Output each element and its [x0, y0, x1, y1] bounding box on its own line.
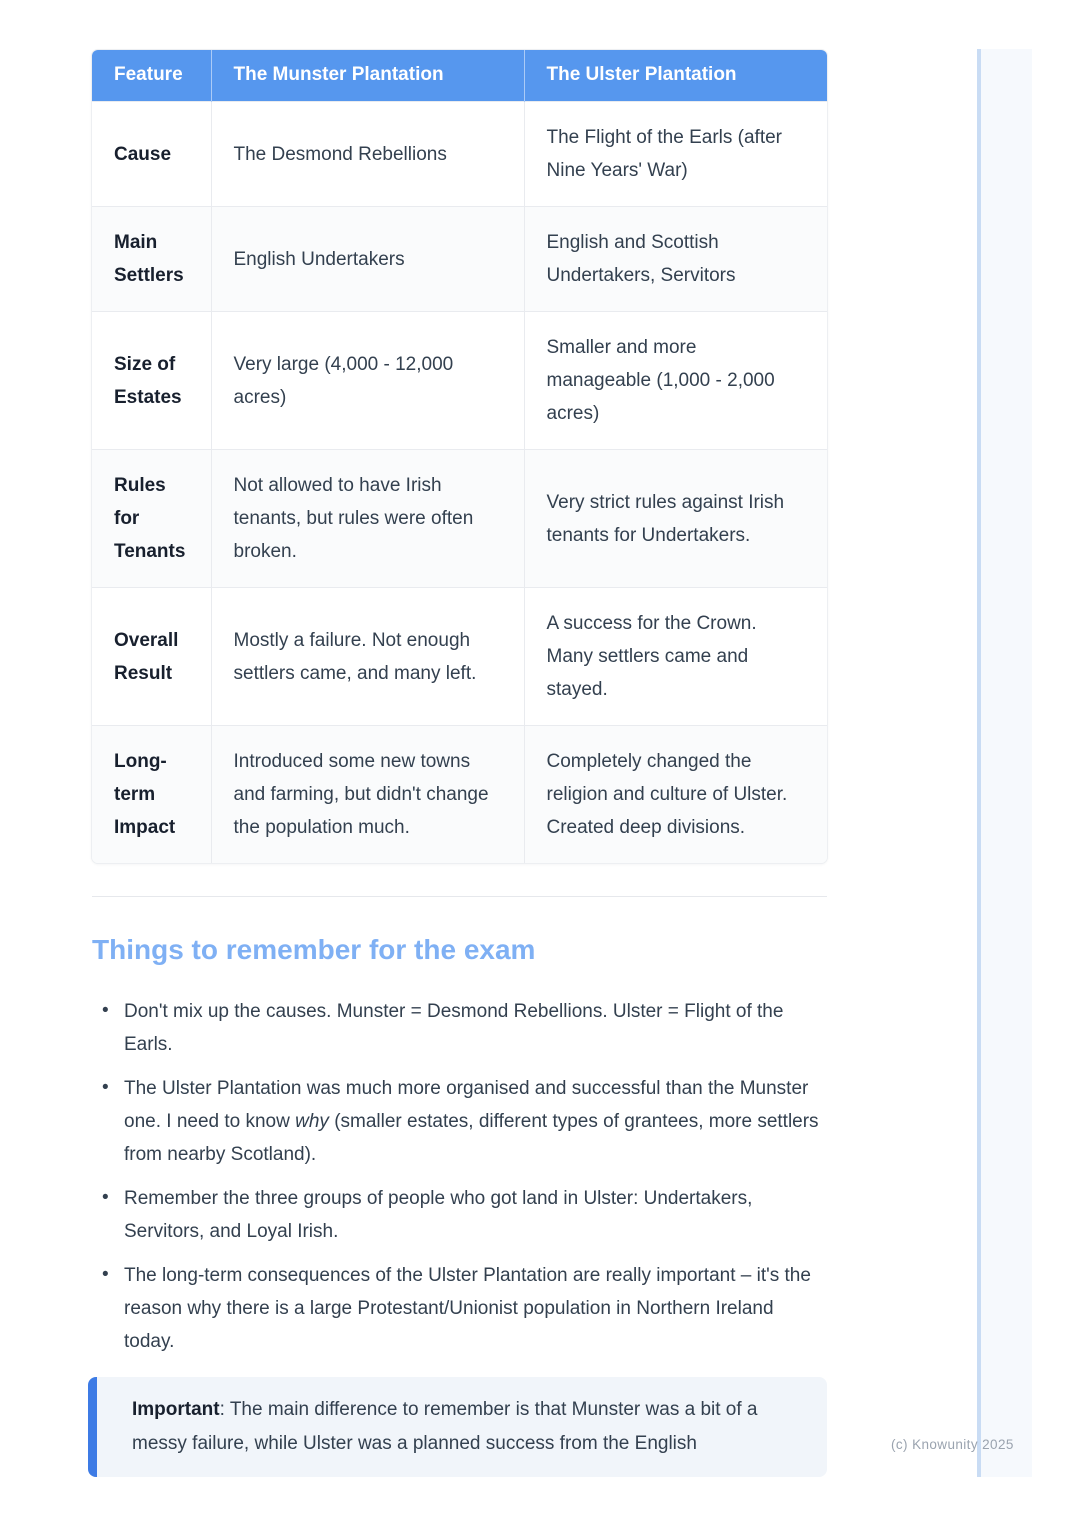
- bullet-italic-text: why: [295, 1111, 329, 1132]
- feature-label-cell: Cause: [92, 102, 211, 207]
- ulster-value-cell: A success for the Crown. Many settlers came and stayed.: [524, 588, 827, 726]
- munster-value-cell: Very large (4,000 - 12,000 acres): [211, 312, 524, 450]
- copyright-watermark: (c) Knowunity 2025: [891, 1437, 1014, 1452]
- list-item: [92, 1182, 827, 1248]
- munster-value-cell: English Undertakers: [211, 207, 524, 312]
- plantation-comparison-table: [92, 50, 827, 863]
- feature-label-cell: Size of Estates: [92, 312, 211, 450]
- feature-label-cell: Overall Result: [92, 588, 211, 726]
- munster-value-cell: Introduced some new towns and farming, but didn't change the population much.: [211, 726, 524, 864]
- bullet-text-after: (smaller estates, different types of grantees, more settlers from nearby Scotland).: [124, 1111, 819, 1165]
- munster-value-cell: Mostly a failure. Not enough settlers came, and many left.: [211, 588, 524, 726]
- table-row: [92, 207, 827, 312]
- column-header-feature: Feature: [92, 50, 211, 102]
- table-row: [92, 102, 827, 207]
- feature-label-cell: Rules for Tenants: [92, 450, 211, 588]
- callout-text: : The main difference to remember is that Munster was a bit of a messy failure, while Ulster was a planned success from the English: [132, 1399, 758, 1454]
- bullet-text: Don't mix up the causes. Munster = Desmond Rebellions. Ulster = Flight of the Earls.: [124, 1001, 784, 1055]
- munster-value-cell: The Desmond Rebellions: [211, 102, 524, 207]
- table-row: [92, 588, 827, 726]
- list-item: [92, 1072, 827, 1171]
- column-header-munster: The Munster Plantation: [211, 50, 524, 102]
- feature-label-cell: Long-term Impact: [92, 726, 211, 864]
- next-page-edge: [977, 49, 1032, 1477]
- column-header-ulster: The Ulster Plantation: [524, 50, 827, 102]
- table-row: [92, 726, 827, 864]
- section-heading: Things to remember for the exam: [92, 934, 536, 965]
- feature-label-cell: Main Settlers: [92, 207, 211, 312]
- section-divider: [92, 896, 827, 897]
- ulster-value-cell: The Flight of the Earls (after Nine Years' War): [524, 102, 827, 207]
- document-page: [92, 50, 827, 1477]
- callout-label: Important: [132, 1399, 220, 1420]
- ulster-value-cell: Smaller and more manageable (1,000 - 2,000 acres): [524, 312, 827, 450]
- list-item: [92, 995, 827, 1061]
- munster-value-cell: Not allowed to have Irish tenants, but rules were often broken.: [211, 450, 524, 588]
- bullet-text: The Ulster Plantation was much more organised and successful than the Munster one. I need to know: [124, 1078, 809, 1132]
- table-header-row: [92, 50, 827, 102]
- table-row: [92, 312, 827, 450]
- ulster-value-cell: English and Scottish Undertakers, Servitors: [524, 207, 827, 312]
- table-row: [92, 450, 827, 588]
- bullet-text: Remember the three groups of people who got land in Ulster: Undertakers, Servitors, and Loyal Irish.: [124, 1188, 753, 1242]
- bullet-text: The long-term consequences of the Ulster Plantation are really important – it's the reason why there is a large Protestant/Unionist population in Northern Ireland today.: [124, 1265, 811, 1352]
- list-item: [92, 1259, 827, 1358]
- important-callout: [88, 1377, 827, 1477]
- ulster-value-cell: Completely changed the religion and culture of Ulster. Created deep divisions.: [524, 726, 827, 864]
- exam-notes-list: [92, 995, 827, 1358]
- ulster-value-cell: Very strict rules against Irish tenants for Undertakers.: [524, 450, 827, 588]
